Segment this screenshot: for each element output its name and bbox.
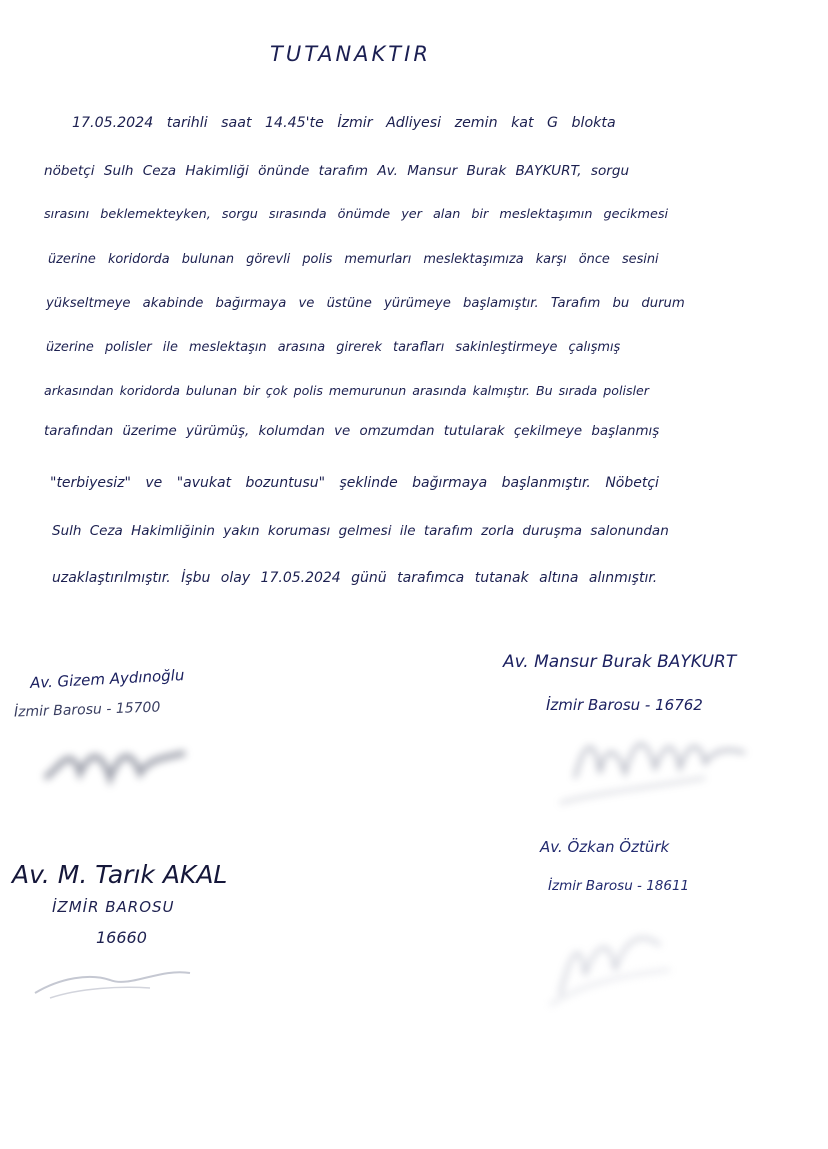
signatory-bar: İZMİR BAROSU (52, 898, 175, 916)
signature-mark (30, 958, 200, 1003)
body-line: yükseltmeye akabinde bağırmaya ve üstüne yürümeye başlamıştır. Tarafım bu durum (46, 296, 685, 311)
signatory-name: Av. Mansur Burak BAYKURT (503, 652, 737, 672)
signatory-bar: İzmir Barosu - 18611 (548, 878, 690, 894)
body-line: "terbiyesiz" ve "avukat bozuntusu" şeklinde bağırmaya başlanmıştır. Nöbetçi (50, 475, 659, 491)
body-line: tarafından üzerime yürümüş, kolumdan ve omzumdan tutularak çekilmeye başlanmış (44, 424, 660, 439)
signature-mark (540, 915, 680, 1010)
body-line: nöbetçi Sulh Ceza Hakimliği önünde tarafım Av. Mansur Burak BAYKURT, sorgu (44, 163, 630, 179)
signatory-name: Av. Gizem Aydınoğlu (29, 665, 185, 693)
body-line: üzerine polisler ile meslektaşın arasına girerek tarafları sakinleştirmeye çalışmış (46, 340, 621, 355)
signatory-name: Av. Özkan Öztürk (540, 838, 670, 856)
signatory-name: Av. M. Tarık AKAL (12, 860, 228, 889)
signatory-number: 16660 (96, 928, 147, 947)
body-line: üzerine koridorda bulunan görevli polis memurları meslektaşımıza karşı önce sesini (48, 252, 659, 267)
signatory-bar: İzmir Barosu - 15700 (13, 699, 161, 721)
signatory-bar: İzmir Barosu - 16762 (546, 696, 703, 714)
signature-mark (35, 728, 205, 808)
signature-mark (555, 718, 755, 808)
body-line: uzaklaştırılmıştır. İşbu olay 17.05.2024 günü tarafımca tutanak altına alınmıştır. (52, 570, 658, 586)
body-line: sırasını beklemekteyken, sorgu sırasında önümde yer alan bir meslektaşımın gecikmesi (44, 207, 669, 222)
document-title: TUTANAKTIR (270, 42, 431, 66)
body-line: 17.05.2024 tarihli saat 14.45'te İzmir Adliyesi zemin kat G blokta (72, 115, 616, 131)
body-line: arkasından koridorda bulunan bir çok polis memurunun arasında kalmıştır. Bu sırada polisler (44, 383, 649, 398)
body-line: Sulh Ceza Hakimliğinin yakın koruması gelmesi ile tarafım zorla duruşma salonundan (52, 523, 669, 539)
